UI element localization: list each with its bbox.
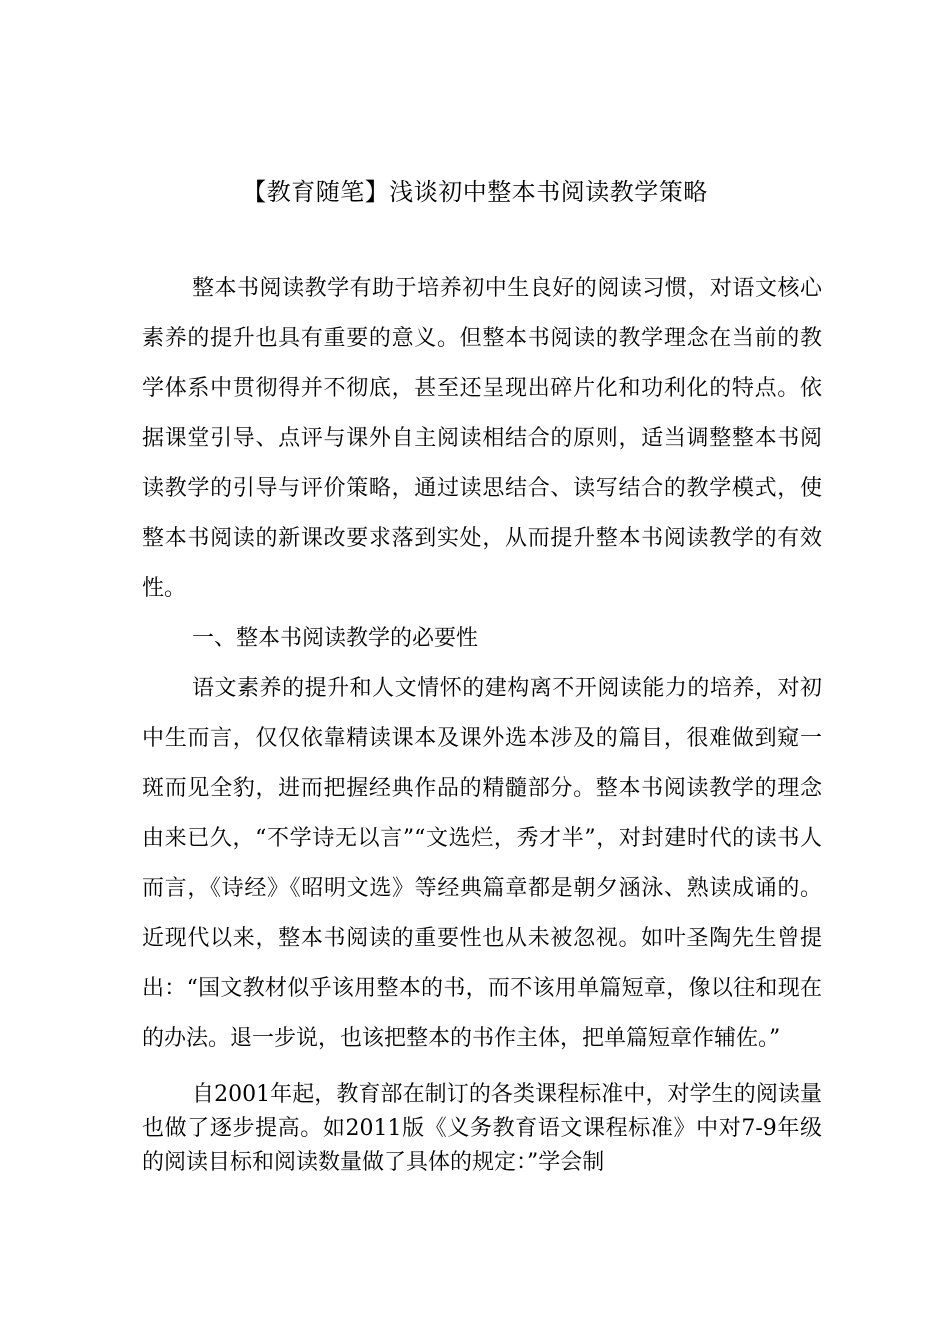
document-title: 【教育随笔】浅谈初中整本书阅读教学策略 — [242, 178, 708, 206]
document-body — [142, 264, 822, 1180]
section-heading: 一、整本书阅读教学的必要性 — [192, 626, 479, 651]
paragraph-standards: 自2001年起，教育部在制订的各类课程标准中，对学生的阅读量也做了逐步提高。如2011版《义务教育语文课程标准》中对7-9年级的阅读目标和阅读数量做了具体的规定：”学会制 — [142, 1082, 822, 1175]
paragraph-necessity: 语文素养的提升和人文情怀的建构离不开阅读能力的培养，对初中生而言，仅仅依靠精读课本及课外选本涉及的篇目，很难做到窥一斑而见全豹，进而把握经典作品的精髓部分。整本书阅读教学的理念由来已久，“不学诗无以言”“文选烂，秀才半”，对封建时代的读书人而言，《诗经》《昭明文选》等经典篇章都是朝夕涵泳、熟读成诵的。近现代以来，整本书阅读的重要性也从未被忽视。如叶圣陶先生曾提出：“国文教材似乎该用整本的书，而不该用单篇短章，像以往和现在的办法。退一步说，也该把整本的书作主体，把单篇短章作辅佐。” — [142, 676, 822, 1051]
paragraph-intro: 整本书阅读教学有助于培养初中生良好的阅读习惯，对语文核心素养的提升也具有重要的意义。但整本书阅读的教学理念在当前的教学体系中贯彻得并不彻底，甚至还呈现出碎片化和功利化的特点。依据课堂引导、点评与课外自主阅读相结合的原则，适当调整整本书阅读教学的引导与评价策略，通过读思结合、读写结合的教学模式，使整本书阅读的新课改要求落到实处，从而提升整本书阅读教学的有效性。 — [142, 276, 822, 601]
